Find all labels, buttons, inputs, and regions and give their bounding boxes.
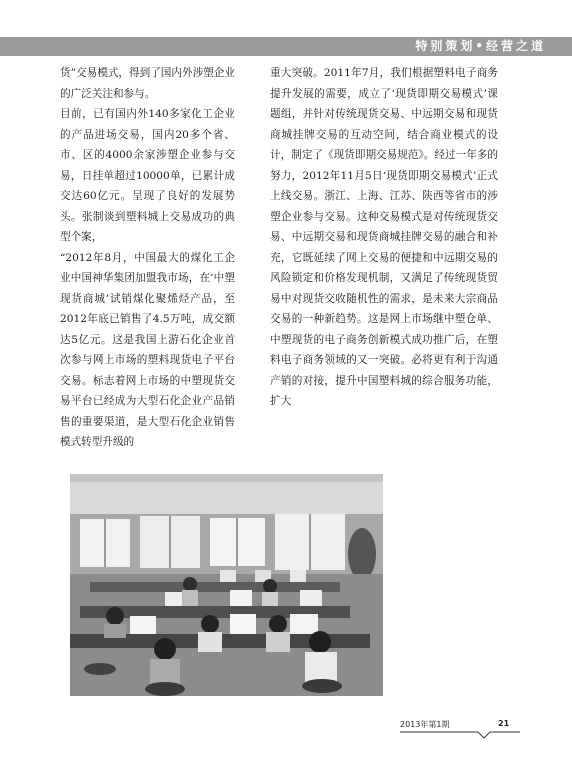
page-number: 21 [498,719,510,728]
left-text-column [60,63,235,453]
paragraph: “2012年8月，中国最大的煤化工企业中国神华集团加盟我市场，在‘中塑现货商城’试销煤化聚烯烃产品，至2012年底已销售了4.5万吨，成交额达5亿元。这是我国上游石化企业首次参与网上市场的塑料现货电子平台交易。标志着网上市场的中塑现货交易平台已经成为大型石化企业产品销售的重要渠道，是大型石化企业销售模式转型升级的 [60,251,235,448]
issue-label: 2013年第1期 [400,720,450,729]
paragraph: 重大突破。2011年7月，我们根据塑料电子商务提升发展的需要，成立了‘现货即期交易模式’课题组，并针对传统现货交易、中远期交易和现货商城挂牌交易的互动空间，结合商业模式的设计，制定了《现货即期交易规范》。经过一年多的努力，2012年11月5日‘现货即期交易模式’正式上线交易。浙江、上海、江苏、陕西等省市的涉塑企业参与交易。这种交易模式是对传统现货交易、中远期交易和现货商城挂牌交易的融合和补充，它既延续了网上交易的便捷和中远期交易的风险锁定和价格发现机制，又满足了传统现货贸易中对现货交收随机性的需求，是未来大宗商品交易的一种新趋势。这是网上市场继中塑仓单、中塑现货的电子商务创新模式成功推广后，在塑料电子商务领域的又一突破。必将更有利于沟通产销的对接，提升中国塑料城的综合服务功能，扩大 [270,67,498,407]
right-text-column [270,63,498,412]
paragraph: 货”交易模式，得到了国内外涉塑企业的广泛关注和参与。 [60,67,235,100]
footer-rule-divider [400,730,520,740]
section-title: 特别策划•经营之道 [415,39,546,53]
office-trading-floor-photo [70,474,383,696]
page-footer [400,716,520,740]
paragraph: 目前，已有国内外140多家化工企业的产品进场交易，国内20多个省、市、区的4000余家涉塑企业参与交易，日挂单超过10000单，已累计成交达60亿元。呈现了良好的发展势头。张制谈到塑料城上交易成功的典型个案， [60,108,235,243]
section-header-banner [0,37,572,56]
